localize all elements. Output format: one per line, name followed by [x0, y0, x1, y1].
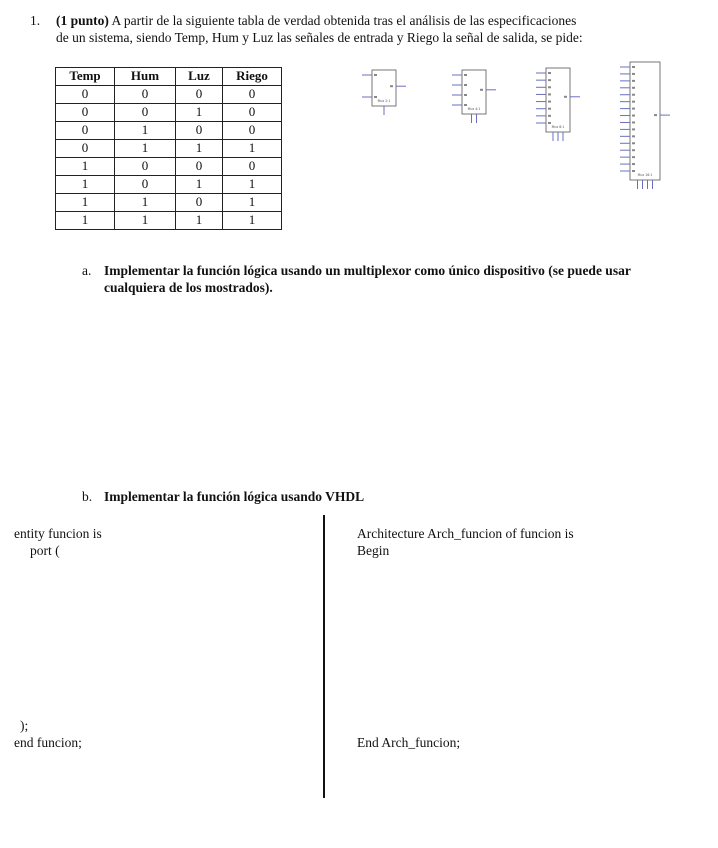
cell-temp: 0: [56, 122, 115, 140]
mux-pin-label-mark: [632, 149, 635, 151]
cell-hum: 0: [115, 104, 176, 122]
table-row: [56, 158, 282, 176]
cell-luz: 0: [176, 122, 223, 140]
question-header: [30, 12, 700, 46]
mux-pin-label-mark: [464, 74, 467, 76]
mux-pin-label-mark: [632, 101, 635, 103]
mux-output-label-mark: [564, 96, 567, 98]
mux-pin-label-mark: [632, 66, 635, 68]
cell-temp: 1: [56, 212, 115, 230]
question-text-1: A partir de la siguiente tabla de verdad obtenida tras el análisis de las especificaciones: [108, 13, 577, 28]
table-row: [56, 140, 282, 158]
end-entity-line: end funcion;: [14, 735, 82, 750]
cell-hum: 0: [115, 86, 176, 104]
mux-pin-label-mark: [548, 108, 551, 110]
entity-line: entity funcion is: [14, 526, 102, 541]
part-a-text-2: cualquiera de los mostrados).: [104, 280, 273, 295]
mux-pin-label-mark: [632, 73, 635, 75]
mux-body: [630, 62, 660, 180]
cell-luz: 1: [176, 212, 223, 230]
header-luz: Luz: [176, 68, 223, 86]
cell-riego: 1: [223, 212, 282, 230]
port-line: port (: [30, 543, 60, 558]
mux-pin-label-mark: [548, 115, 551, 117]
mux-pin-label-mark: [464, 94, 467, 96]
cell-temp: 1: [56, 158, 115, 176]
cell-riego: 1: [223, 194, 282, 212]
mux-pin-label-mark: [374, 96, 377, 98]
mux-pin-label-mark: [632, 128, 635, 130]
question-line-1: [30, 12, 700, 29]
truth-table-header-row: [56, 68, 282, 86]
mux-pin-label-mark: [632, 115, 635, 117]
table-row: [56, 194, 282, 212]
mux-pin-label-mark: [632, 170, 635, 172]
part-a-label: a.: [82, 263, 92, 278]
part-a-line-1: [82, 262, 702, 279]
cell-luz: 0: [176, 158, 223, 176]
table-row: [56, 122, 282, 140]
question-line-2: de un sistema, siendo Temp, Hum y Luz las señales de entrada y Riego la señal de salida, se pide:: [56, 30, 583, 45]
cell-riego: 0: [223, 158, 282, 176]
part-a-text-1: Implementar la función lógica usando un multiplexor como único dispositivo (se puede usar: [104, 263, 631, 278]
column-divider: [323, 515, 325, 798]
table-row: [56, 212, 282, 230]
header-temp: Temp: [56, 68, 115, 86]
cell-temp: 1: [56, 176, 115, 194]
cell-riego: 0: [223, 122, 282, 140]
header-riego: Riego: [223, 68, 282, 86]
architecture-line: Architecture Arch_funcion of funcion is: [357, 526, 574, 541]
cell-hum: 1: [115, 212, 176, 230]
mux-pin-label-mark: [632, 142, 635, 144]
cell-luz: 1: [176, 176, 223, 194]
part-b-label: b.: [82, 489, 93, 504]
part-b: [82, 488, 702, 505]
truth-table: [55, 67, 282, 230]
port-close-line: );: [20, 718, 29, 733]
mux-pin-label-mark: [632, 163, 635, 165]
mux-pin-label-mark: [548, 101, 551, 103]
mux-pin-label-mark: [464, 104, 467, 106]
cell-temp: 0: [56, 86, 115, 104]
mux-pin-label-mark: [632, 135, 635, 137]
mux-pin-label-mark: [374, 74, 377, 76]
header-hum: Hum: [115, 68, 176, 86]
mux-pin-label-mark: [632, 108, 635, 110]
cell-temp: 0: [56, 140, 115, 158]
multiplexor-diagrams: [355, 58, 705, 218]
cell-riego: 0: [223, 86, 282, 104]
cell-hum: 0: [115, 158, 176, 176]
part-a: [82, 262, 702, 296]
mux-output-label-mark: [480, 89, 483, 91]
cell-hum: 1: [115, 194, 176, 212]
begin-line: Begin: [357, 543, 390, 558]
part-b-text: Implementar la función lógica usando VHDL: [104, 489, 365, 504]
cell-luz: 1: [176, 104, 223, 122]
cell-riego: 1: [223, 176, 282, 194]
mux-pin-label-mark: [632, 156, 635, 158]
cell-luz: 1: [176, 140, 223, 158]
cell-temp: 1: [56, 194, 115, 212]
mux-label: Mux 16:1: [637, 173, 653, 177]
question-number: 1.: [30, 13, 41, 28]
mux-pin-label-mark: [632, 121, 635, 123]
mux-label: Mux 4:1: [467, 107, 481, 111]
cell-riego: 0: [223, 104, 282, 122]
cell-hum: 1: [115, 122, 176, 140]
cell-riego: 1: [223, 140, 282, 158]
mux-pin-label-mark: [548, 122, 551, 124]
mux-label: Mux 8:1: [551, 125, 565, 129]
question-points: (1 punto): [56, 13, 109, 28]
mux-output-label-mark: [390, 85, 393, 87]
table-row: [56, 104, 282, 122]
cell-hum: 1: [115, 140, 176, 158]
mux-pin-label-mark: [548, 79, 551, 81]
mux-pin-label-mark: [464, 84, 467, 86]
cell-temp: 0: [56, 104, 115, 122]
end-architecture-line: End Arch_funcion;: [357, 735, 461, 750]
cell-luz: 0: [176, 194, 223, 212]
mux-pin-label-mark: [632, 80, 635, 82]
mux-pin-label-mark: [632, 87, 635, 89]
table-row: [56, 176, 282, 194]
cell-hum: 0: [115, 176, 176, 194]
table-row: [56, 86, 282, 104]
mux-pin-label-mark: [632, 94, 635, 96]
mux-label: Mux 2:1: [377, 99, 391, 103]
mux-pin-label-mark: [548, 72, 551, 74]
mux-pin-label-mark: [548, 93, 551, 95]
mux-pin-label-mark: [548, 86, 551, 88]
mux-output-label-mark: [654, 114, 657, 116]
cell-luz: 0: [176, 86, 223, 104]
